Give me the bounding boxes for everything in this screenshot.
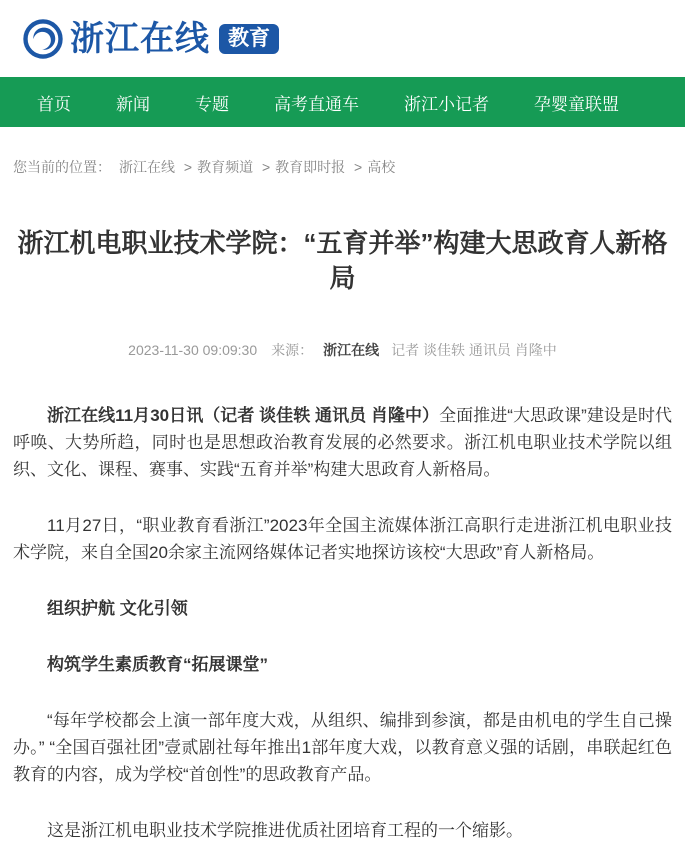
paragraph-drama-club: “每年学校都会上演一部年度大戏，从组织、编排到参演，都是由机电的学生自己操办。” “全国百强社团”壹贰剧社每年推出1部年度大戏，以教育意义强的话剧，串联起红色教育的内容，成为学校“首创性”的思政教育产品。 [13,711,672,785]
breadcrumb-link-zjol[interactable]: 浙江在线 [119,159,175,175]
breadcrumb-link-education-news[interactable]: 教育即时报 [275,159,346,175]
article-body [13,402,672,844]
article-meta [0,340,685,360]
breadcrumb-separator: > [261,159,271,175]
breadcrumb-prefix: 您当前的位置： [13,159,111,175]
nav-item-maternity-alliance[interactable]: 孕婴童联盟 [534,94,619,114]
breadcrumb-link-colleges[interactable]: 高校 [367,159,396,175]
subheading-organization-culture: 组织护航 文化引领 [47,599,188,619]
article-title: 浙江机电职业技术学院：“五育并举”构建大思政育人新格局 [17,228,668,294]
main-nav [0,77,685,127]
paragraph-intro [13,402,672,483]
nav-item-gaokao-express[interactable]: 高考直通车 [274,94,359,114]
paragraph-closing: 这是浙江机电职业技术学院推进优质社团培育工程的一个缩影。 [47,821,523,841]
breadcrumb [0,127,685,177]
zjol-swirl-logo-icon [22,18,64,60]
subheading-extended-classroom: 构筑学生素质教育“拓展课堂” [47,655,268,675]
nav-item-news[interactable]: 新闻 [116,94,150,114]
article [0,226,685,844]
breadcrumb-link-education-channel[interactable]: 教育频道 [197,159,254,175]
logo-badge-education: 教育 [219,24,279,54]
paragraph-media-visit: 11月27日，“职业教育看浙江”2023年全国主流媒体浙江高职行走进浙江机电职业技术学院，来自全国20余家主流网络媒体记者实地探访该校“大思政”育人新格局。 [13,516,672,563]
article-source-label: 来源： [271,342,314,359]
nav-item-junior-reporter[interactable]: 浙江小记者 [404,94,489,114]
article-reporters: 记者 谈佳轶 通讯员 肖隆中 [391,342,557,359]
article-datetime: 2023-11-30 09:09:30 [128,342,258,359]
nav-item-topics[interactable]: 专题 [195,94,229,114]
site-header [0,0,685,77]
article-source: 浙江在线 [323,342,380,359]
logo-text: 浙江在线 [70,19,210,58]
nav-item-home[interactable]: 首页 [37,94,71,114]
paragraph-intro-lead: 浙江在线11月30日讯（记者 谈佳轶 通讯员 肖隆中） [47,406,440,426]
breadcrumb-separator: > [183,159,193,175]
site-logo[interactable] [22,18,279,60]
breadcrumb-separator: > [354,159,363,175]
paragraph-intro-rest: 全面推进“大思政课”建设是时代呼唤、大势所趋，同时也是思想政治教育发展的必然要求。浙江机电职业技术学院以组织、文化、课程、赛事、实践“五育并举”构建大思政育人新格局。 [13,406,672,480]
